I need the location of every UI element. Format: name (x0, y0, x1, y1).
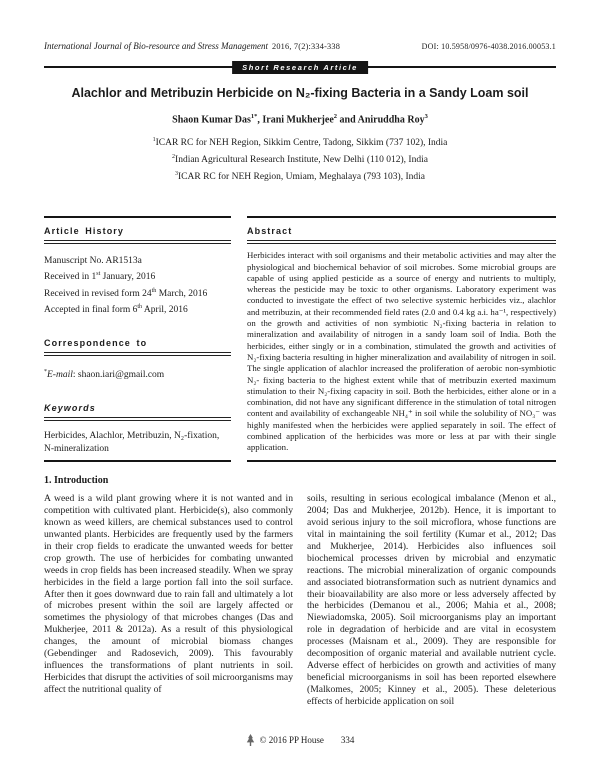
doi-text: DOI: 10.5958/0976-4038.2016.00053.1 (421, 42, 556, 51)
journal-issue: 2016, 7(2):334-338 (271, 42, 341, 51)
email-label: E-mail (47, 370, 73, 381)
article-info-column (44, 216, 231, 462)
history-line: Received in revised form 24th March, 2016 (44, 287, 208, 299)
affiliation-text: ICAR RC for NEH Region, Umiam, Meghalaya (793 103), India (178, 171, 425, 182)
affiliation-line (44, 134, 556, 151)
affiliation-line (44, 168, 556, 185)
introduction-body (44, 493, 556, 707)
author-name: and Aniruddha Roy (337, 114, 425, 126)
page-footer (0, 734, 600, 746)
history-line: Accepted in final form 6th April, 2016 (44, 303, 188, 315)
double-rule (44, 352, 231, 356)
introduction-heading: 1. Introduction (44, 475, 109, 487)
author-affil-mark: 2 (333, 113, 338, 120)
correspondence-heading: Correspondence to (44, 337, 148, 348)
article-type-rule (44, 63, 556, 76)
paper-title: Alachlor and Metribuzin Herbicide on N₂-fixing Bacteria in a Sandy Loam soil (71, 86, 529, 100)
affiliations-block (44, 134, 556, 184)
author-affil-mark: 1* (250, 113, 258, 120)
abstract-column (247, 216, 556, 462)
history-line: Manuscript No. AR1513a (44, 256, 142, 267)
author-affil-mark: 3 (424, 113, 428, 120)
double-rule (44, 240, 231, 244)
footnote-star: * (44, 368, 47, 375)
article-type-badge: Short Research Article (232, 61, 368, 74)
affiliation-mark: 1 (152, 137, 156, 144)
journal-name: International Journal of Bio-resource and Stress Management (44, 41, 268, 51)
authors-line (44, 113, 556, 125)
affiliation-mark: 3 (175, 170, 179, 177)
article-history-heading: Article History (44, 226, 125, 237)
author-name: Shaon Kumar Das (172, 114, 251, 126)
abstract-heading: Abstract (247, 226, 293, 237)
intro-column-right: soils, resulting in serious ecological imbalance (Menon et al., 2004; Das and Mukherjee, 2012b). Hence, it is important to avoid serious injury to the soil microflora, whose functions are vital in maintaining the soil fertility (Kumar et al., 2012; Das and Mukherjee, 2014). Herbicides also influences soil biochemical processes driven by microbial and enzymatic reactions. The microbial mineralization of organic compounds and associated biotransformation such as nutrient dynamics and their bioavailability are also more or less adversely affected by the herbicides (Demanou et al., 2006; Mahia et al., 2008; Niewiadomska, 2005). Soil microorganisms play an important role in degradation of herbicide and are vital in ecosystem processes (Maisnam et al., 2009). They are responsible for decomposition of organic material and available nutrient cycle. Adverse effect of herbicides on growth and activities of many beneficial microorganisms in soil has been reported elsewhere (Malkomes, 2005; Kinney et al., 2005). These deleterious effects of herbicide application on soil (307, 493, 556, 707)
affiliation-text: ICAR RC for NEH Region, Sikkim Centre, Tadong, Sikkim (737 102), India (155, 138, 448, 149)
affiliation-mark: 2 (172, 153, 176, 160)
abstract-text: Herbicides interact with soil organisms and their metabolic activities and may alter the physiological and biochemical behavior of soil microbes. Some microbial groups are capable of using applied pesticide as a source of energy and nutrients to multiply, whereas the pesticide may be toxic to other organisms. Laboratory experiment was conducted to investigate the effect of two selective systemic herbicides viz., alachlor and metribuzin, at their recommended field rates (2.0 and 0.4 kg a.i. ha⁻¹, respectively) on the growth and activities of non symbiotic N₂-fixing bacteria in relation to mineralization and availability of nitrogen in a sandy loam soil of India. Both the herbicides, either singly or in a combination, stimulated the growth and activities of N₂-fixing bacteria resulting in higher mineralization and availability of nitrogen in soil. The single application of alachlor increased the proliferation of aerobic non-symbiotic N₂- fixing bacteria to the highest extent while that of metribuzin exerted maximum stimulation to their N₂-fixing capacity in soil. Both the herbicides, either alone or in a combination, did not have any significant difference in the stimulation of total nitrogen content and availability of exchangeable NH₄⁺ in soil while the solubility of NO₃⁻ was highly manifested when the herbicides were applied separately in soil. The effect of combined application of the herbicides was more or less at par with their single application. (247, 250, 556, 453)
keywords-text: Herbicides, Alachlor, Metribuzin, N₂-fixation, N-mineralization (44, 431, 220, 455)
affiliation-text: Indian Agricultural Research Institute, New Delhi (110 012), India (175, 155, 428, 166)
journal-header (44, 36, 556, 54)
keywords-heading: Keywords (44, 403, 96, 414)
journal-citation (44, 36, 340, 54)
affiliation-line (44, 151, 556, 168)
history-line: Received in 1st January, 2016 (44, 271, 156, 283)
double-rule (247, 240, 556, 244)
article-history-lines (44, 252, 231, 317)
author-name: , Irani Mukherjee (257, 114, 334, 126)
email-address: : shaon.iari@gmail.com (72, 370, 165, 381)
publisher-tree-logo-icon (246, 734, 255, 746)
correspondence-email (44, 369, 231, 380)
double-rule (44, 417, 231, 421)
intro-column-left: A weed is a wild plant growing where it is not wanted and in competition with cultivated plant. Herbicide(s), also commonly known as weed killers, are chemical substances used to control unwanted plants. Herbicides are frequently used by the farmers in their crop fields to eradicate the unwanted weeds for better crop growth. The use of herbicides for combating unwanted weeds in crop fields has been increased steadily. When we spray herbicides in the field a large portion fall into the soil surface. After then it goes downward due to rain fall and ultimately a lot of microbes present within the soil are largely affected or sometimes the physiology of that microbes changes (Das and Mukherjee, 2011 & 2012a). As a result of this physiological changes, the amount of microbial biomass changes (Gebendinger and Radosevich, 2009). This favourably influences the transformations of plant nutrients in soil. Herbicides that disrupt the activities of soil microorganisms may affect the nutritional quality of (44, 493, 293, 695)
copyright-text: © 2016 PP House (259, 735, 324, 745)
page-number: 334 (340, 735, 355, 745)
info-area (44, 216, 556, 462)
